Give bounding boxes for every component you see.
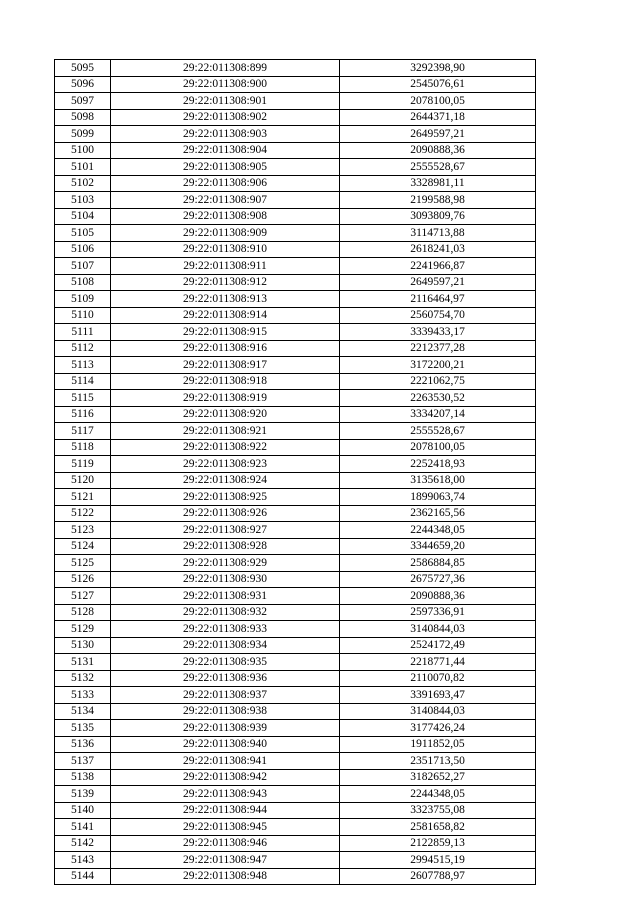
cadastral-number-cell: 29:22:011308:934 [111, 637, 340, 654]
cadastral-number-cell: 29:22:011308:944 [111, 802, 340, 819]
table-row [55, 538, 536, 555]
row-number-cell: 5102 [55, 175, 111, 192]
row-number-cell: 5130 [55, 637, 111, 654]
cadastral-value-cell: 2221062,75 [340, 373, 536, 390]
cadastral-value-cell: 2994515,19 [340, 852, 536, 869]
cadastral-number-cell: 29:22:011308:906 [111, 175, 340, 192]
cadastral-value-table [54, 59, 536, 885]
table-row [55, 802, 536, 819]
row-number-cell: 5143 [55, 852, 111, 869]
cadastral-number-cell: 29:22:011308:940 [111, 736, 340, 753]
row-number-cell: 5115 [55, 390, 111, 407]
cadastral-value-cell: 2545076,61 [340, 76, 536, 93]
table-row [55, 324, 536, 341]
cadastral-number-cell: 29:22:011308:923 [111, 456, 340, 473]
table-row [55, 406, 536, 423]
cadastral-value-cell: 2090888,36 [340, 142, 536, 159]
row-number-cell: 5139 [55, 786, 111, 803]
cadastral-value-cell: 2581658,82 [340, 819, 536, 836]
row-number-cell: 5142 [55, 835, 111, 852]
cadastral-value-cell: 3323755,08 [340, 802, 536, 819]
row-number-cell: 5112 [55, 340, 111, 357]
table-row [55, 505, 536, 522]
row-number-cell: 5141 [55, 819, 111, 836]
row-number-cell: 5111 [55, 324, 111, 341]
row-number-cell: 5135 [55, 720, 111, 737]
table-row [55, 357, 536, 374]
cadastral-number-cell: 29:22:011308:905 [111, 159, 340, 176]
table-row [55, 208, 536, 225]
table-row [55, 522, 536, 539]
row-number-cell: 5134 [55, 703, 111, 720]
table-row [55, 390, 536, 407]
row-number-cell: 5095 [55, 60, 111, 77]
row-number-cell: 5144 [55, 868, 111, 885]
row-number-cell: 5123 [55, 522, 111, 539]
cadastral-number-cell: 29:22:011308:936 [111, 670, 340, 687]
table-row [55, 60, 536, 77]
cadastral-value-cell: 2649597,21 [340, 126, 536, 143]
cadastral-number-cell: 29:22:011308:924 [111, 472, 340, 489]
table-row [55, 109, 536, 126]
cadastral-value-cell: 2199588,98 [340, 192, 536, 209]
row-number-cell: 5107 [55, 258, 111, 275]
cadastral-number-cell: 29:22:011308:915 [111, 324, 340, 341]
table-row [55, 621, 536, 638]
cadastral-number-cell: 29:22:011308:928 [111, 538, 340, 555]
cadastral-value-cell: 3140844,03 [340, 703, 536, 720]
row-number-cell: 5104 [55, 208, 111, 225]
cadastral-value-cell: 3334207,14 [340, 406, 536, 423]
row-number-cell: 5125 [55, 555, 111, 572]
cadastral-number-cell: 29:22:011308:911 [111, 258, 340, 275]
table-row [55, 175, 536, 192]
table-row [55, 868, 536, 885]
row-number-cell: 5126 [55, 571, 111, 588]
cadastral-number-cell: 29:22:011308:914 [111, 307, 340, 324]
cadastral-value-cell: 2362165,56 [340, 505, 536, 522]
cadastral-value-cell: 2241966,87 [340, 258, 536, 275]
cadastral-number-cell: 29:22:011308:943 [111, 786, 340, 803]
row-number-cell: 5108 [55, 274, 111, 291]
cadastral-number-cell: 29:22:011308:939 [111, 720, 340, 737]
cadastral-value-cell: 2618241,03 [340, 241, 536, 258]
cadastral-value-cell: 2212377,28 [340, 340, 536, 357]
cadastral-number-cell: 29:22:011308:908 [111, 208, 340, 225]
cadastral-number-cell: 29:22:011308:947 [111, 852, 340, 869]
cadastral-value-cell: 2263530,52 [340, 390, 536, 407]
table-row [55, 835, 536, 852]
cadastral-number-cell: 29:22:011308:922 [111, 439, 340, 456]
cadastral-value-cell: 2078100,05 [340, 439, 536, 456]
table-row [55, 93, 536, 110]
row-number-cell: 5096 [55, 76, 111, 93]
cadastral-number-cell: 29:22:011308:925 [111, 489, 340, 506]
cadastral-number-cell: 29:22:011308:902 [111, 109, 340, 126]
row-number-cell: 5137 [55, 753, 111, 770]
cadastral-value-cell: 3391693,47 [340, 687, 536, 704]
table-body [55, 60, 536, 885]
cadastral-number-cell: 29:22:011308:901 [111, 93, 340, 110]
cadastral-value-cell: 2675727,36 [340, 571, 536, 588]
row-number-cell: 5122 [55, 505, 111, 522]
cadastral-value-cell: 2607788,97 [340, 868, 536, 885]
cadastral-value-cell: 2218771,44 [340, 654, 536, 671]
cadastral-number-cell: 29:22:011308:916 [111, 340, 340, 357]
cadastral-value-cell: 2560754,70 [340, 307, 536, 324]
cadastral-number-cell: 29:22:011308:946 [111, 835, 340, 852]
table-row [55, 439, 536, 456]
cadastral-number-cell: 29:22:011308:909 [111, 225, 340, 242]
row-number-cell: 5132 [55, 670, 111, 687]
row-number-cell: 5103 [55, 192, 111, 209]
table-row [55, 588, 536, 605]
cadastral-number-cell: 29:22:011308:932 [111, 604, 340, 621]
table-row [55, 670, 536, 687]
table-row [55, 225, 536, 242]
row-number-cell: 5110 [55, 307, 111, 324]
table-row [55, 159, 536, 176]
row-number-cell: 5106 [55, 241, 111, 258]
row-number-cell: 5101 [55, 159, 111, 176]
row-number-cell: 5131 [55, 654, 111, 671]
cadastral-number-cell: 29:22:011308:918 [111, 373, 340, 390]
row-number-cell: 5129 [55, 621, 111, 638]
table-row [55, 703, 536, 720]
cadastral-value-cell: 3292398,90 [340, 60, 536, 77]
row-number-cell: 5113 [55, 357, 111, 374]
cadastral-value-cell: 2586884,85 [340, 555, 536, 572]
table-row [55, 472, 536, 489]
cadastral-number-cell: 29:22:011308:945 [111, 819, 340, 836]
row-number-cell: 5100 [55, 142, 111, 159]
cadastral-number-cell: 29:22:011308:913 [111, 291, 340, 308]
table-row [55, 241, 536, 258]
cadastral-number-cell: 29:22:011308:929 [111, 555, 340, 572]
cadastral-value-cell: 2524172,49 [340, 637, 536, 654]
cadastral-value-cell: 2351713,50 [340, 753, 536, 770]
table-row [55, 489, 536, 506]
table-row [55, 736, 536, 753]
table-row [55, 769, 536, 786]
cadastral-value-cell: 3114713,88 [340, 225, 536, 242]
cadastral-value-cell: 2644371,18 [340, 109, 536, 126]
row-number-cell: 5117 [55, 423, 111, 440]
cadastral-number-cell: 29:22:011308:910 [111, 241, 340, 258]
cadastral-number-cell: 29:22:011308:937 [111, 687, 340, 704]
cadastral-number-cell: 29:22:011308:912 [111, 274, 340, 291]
table-row [55, 819, 536, 836]
cadastral-number-cell: 29:22:011308:941 [111, 753, 340, 770]
cadastral-value-cell: 2090888,36 [340, 588, 536, 605]
table-row [55, 274, 536, 291]
cadastral-number-cell: 29:22:011308:904 [111, 142, 340, 159]
table-row [55, 340, 536, 357]
row-number-cell: 5133 [55, 687, 111, 704]
table-row [55, 604, 536, 621]
cadastral-number-cell: 29:22:011308:920 [111, 406, 340, 423]
cadastral-value-cell: 2597336,91 [340, 604, 536, 621]
cadastral-value-cell: 3344659,20 [340, 538, 536, 555]
table-row [55, 555, 536, 572]
table-row [55, 720, 536, 737]
cadastral-number-cell: 29:22:011308:931 [111, 588, 340, 605]
table-row [55, 637, 536, 654]
table-row [55, 126, 536, 143]
cadastral-value-cell: 3339433,17 [340, 324, 536, 341]
table-row [55, 786, 536, 803]
cadastral-value-cell: 1911852,05 [340, 736, 536, 753]
row-number-cell: 5136 [55, 736, 111, 753]
table-row [55, 258, 536, 275]
table-row [55, 687, 536, 704]
cadastral-number-cell: 29:22:011308:930 [111, 571, 340, 588]
row-number-cell: 5097 [55, 93, 111, 110]
row-number-cell: 5121 [55, 489, 111, 506]
cadastral-value-cell: 3093809,76 [340, 208, 536, 225]
cadastral-number-cell: 29:22:011308:935 [111, 654, 340, 671]
cadastral-value-cell: 2649597,21 [340, 274, 536, 291]
cadastral-value-cell: 2078100,05 [340, 93, 536, 110]
cadastral-number-cell: 29:22:011308:948 [111, 868, 340, 885]
row-number-cell: 5109 [55, 291, 111, 308]
table-row [55, 76, 536, 93]
cadastral-number-cell: 29:22:011308:900 [111, 76, 340, 93]
cadastral-value-cell: 3172200,21 [340, 357, 536, 374]
cadastral-number-cell: 29:22:011308:917 [111, 357, 340, 374]
table-row [55, 373, 536, 390]
cadastral-number-cell: 29:22:011308:933 [111, 621, 340, 638]
table-row [55, 571, 536, 588]
row-number-cell: 5120 [55, 472, 111, 489]
cadastral-value-cell: 3177426,24 [340, 720, 536, 737]
row-number-cell: 5128 [55, 604, 111, 621]
cadastral-number-cell: 29:22:011308:907 [111, 192, 340, 209]
cadastral-value-cell: 1899063,74 [340, 489, 536, 506]
row-number-cell: 5118 [55, 439, 111, 456]
cadastral-number-cell: 29:22:011308:942 [111, 769, 340, 786]
row-number-cell: 5099 [55, 126, 111, 143]
row-number-cell: 5098 [55, 109, 111, 126]
table-row [55, 456, 536, 473]
cadastral-number-cell: 29:22:011308:938 [111, 703, 340, 720]
table-row [55, 142, 536, 159]
cadastral-value-cell: 2122859,13 [340, 835, 536, 852]
row-number-cell: 5138 [55, 769, 111, 786]
cadastral-number-cell: 29:22:011308:926 [111, 505, 340, 522]
cadastral-number-cell: 29:22:011308:919 [111, 390, 340, 407]
cadastral-value-cell: 2555528,67 [340, 159, 536, 176]
cadastral-number-cell: 29:22:011308:927 [111, 522, 340, 539]
row-number-cell: 5116 [55, 406, 111, 423]
cadastral-value-cell: 2116464,97 [340, 291, 536, 308]
cadastral-value-cell: 2244348,05 [340, 522, 536, 539]
cadastral-number-cell: 29:22:011308:899 [111, 60, 340, 77]
cadastral-value-cell: 2244348,05 [340, 786, 536, 803]
row-number-cell: 5105 [55, 225, 111, 242]
cadastral-value-cell: 3328981,11 [340, 175, 536, 192]
cadastral-number-cell: 29:22:011308:921 [111, 423, 340, 440]
table-row [55, 753, 536, 770]
row-number-cell: 5124 [55, 538, 111, 555]
cadastral-value-cell: 2555528,67 [340, 423, 536, 440]
table-row [55, 852, 536, 869]
row-number-cell: 5140 [55, 802, 111, 819]
table-row [55, 654, 536, 671]
table-row [55, 192, 536, 209]
cadastral-value-cell: 3135618,00 [340, 472, 536, 489]
cadastral-number-cell: 29:22:011308:903 [111, 126, 340, 143]
cadastral-value-cell: 2252418,93 [340, 456, 536, 473]
table-row [55, 307, 536, 324]
cadastral-value-cell: 3182652,27 [340, 769, 536, 786]
cadastral-value-cell: 3140844,03 [340, 621, 536, 638]
row-number-cell: 5114 [55, 373, 111, 390]
row-number-cell: 5127 [55, 588, 111, 605]
cadastral-value-cell: 2110070,82 [340, 670, 536, 687]
row-number-cell: 5119 [55, 456, 111, 473]
table-row [55, 423, 536, 440]
table-row [55, 291, 536, 308]
